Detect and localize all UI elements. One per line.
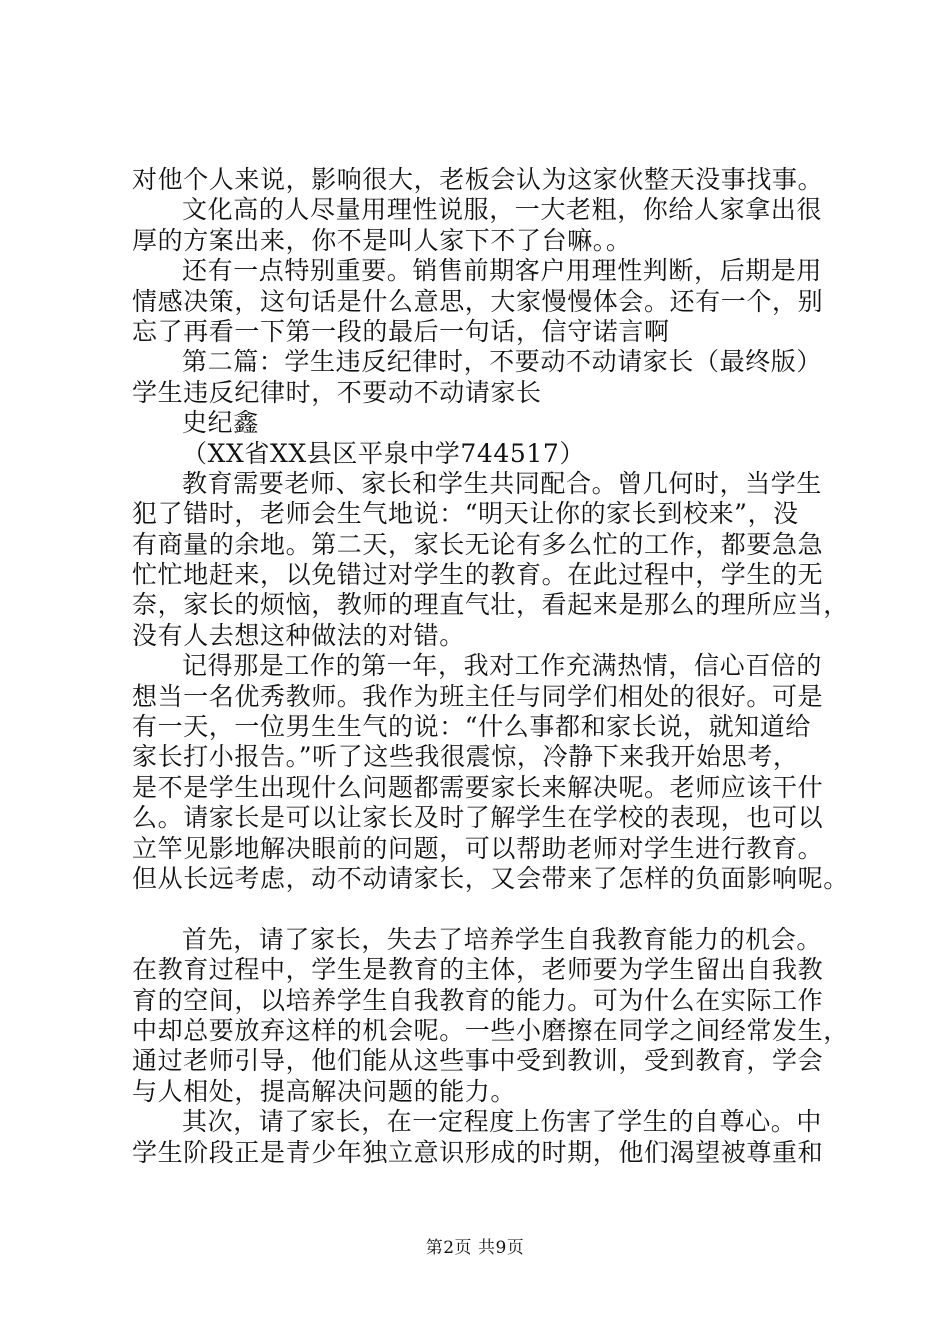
paragraph: [132, 651, 849, 894]
text-line: 育的空间，以培养学生自我教育的能力。可为什么在实际工作: [132, 985, 824, 1015]
paragraph: [132, 439, 832, 469]
text-line: 是不是学生出现什么问题都需要家长来解决呢。老师应该干什: [132, 772, 824, 802]
text-line: 学生阶段正是青少年独立意识形成的时期，他们渴望被尊重和: [132, 1137, 824, 1167]
text-line: 想当一名优秀教师。我作为班主任与同学们相处的很好。可是: [132, 681, 824, 711]
paragraph-gap: [132, 894, 832, 924]
text-line: 还有一点特别重要。销售前期客户用理性判断，后期是用: [182, 256, 823, 286]
text-line: 没有人去想这种做法的对错。: [132, 620, 465, 650]
text-line: 首先，请了家长，失去了培养学生自我教育能力的机会。: [182, 924, 823, 954]
text-line: 对他个人来说，影响很大，老板会认为这家伙整天没事找事。: [132, 165, 824, 194]
text-line: 与人相处，提高解决问题的能力。: [132, 1076, 517, 1106]
paragraph: [132, 1107, 832, 1168]
text-line: 么。请家长是可以让家长及时了解学生在学校的表现，也可以: [132, 803, 824, 833]
text-line: 有一天，一位男生生气的说：“什么事都和家长说，就知道给: [132, 712, 811, 742]
text-line: 史纪鑫: [182, 408, 259, 438]
text-line: 忙忙地赶来，以免错过对学生的教育。在此过程中，学生的无: [132, 560, 824, 590]
text-line: （XX省XX县区平泉中学744517）: [182, 438, 586, 468]
page-footer: [0, 1237, 950, 1259]
text-line: 有商量的余地。第二天，家长无论有多么忙的工作，都要急急: [132, 529, 824, 559]
text-line: 通过老师引导，他们能从这些事中受到教训，受到教育，学会: [132, 1046, 824, 1076]
text-line: 在教育过程中，学生是教育的主体，老师要为学生留出自我教: [132, 955, 824, 985]
page-number-label: 第2页 共9页: [425, 1238, 525, 1258]
text-line: 第二篇：学生违反纪律时，不要动不动请家长（最终版）: [182, 347, 823, 377]
paragraph: [132, 195, 832, 256]
text-line: 情感决策，这句话是什么意思，大家慢慢体会。还有一个，别: [132, 286, 824, 316]
paragraph: [132, 256, 832, 347]
text-line: 中却总要放弃这样的机会呢。一些小磨擦在同学之间经常发生，: [132, 1015, 849, 1045]
paragraph: [132, 165, 832, 195]
document-body: [132, 165, 849, 1168]
text-line: 立竿见影地解决眼前的问题，可以帮助老师对学生进行教育。: [132, 833, 824, 863]
text-line: 文化高的人尽量用理性说服，一大老粗，你给人家拿出很: [182, 195, 823, 225]
text-line: 记得那是工作的第一年，我对工作充满热情，信心百倍的: [182, 651, 823, 681]
paragraph: [132, 468, 849, 651]
paragraph: [132, 924, 849, 1107]
paragraph: [132, 347, 832, 408]
text-line: 犯了错时，老师会生气地说：“明天让你的家长到校来”，没: [132, 499, 799, 529]
text-line: 厚的方案出来，你不是叫人家下不了台嘛。。: [132, 225, 632, 255]
text-line: 教育需要老师、家长和学生共同配合。曾几何时，当学生: [182, 468, 823, 498]
text-line: 忘了再看一下第一段的最后一句话，信守诺言啊: [132, 316, 670, 346]
text-line: 奈，家长的烦恼，教师的理直气壮，看起来是那么的理所应当，: [132, 590, 849, 620]
text-line: 其次，请了家长，在一定程度上伤害了学生的自尊心。中: [182, 1107, 823, 1137]
text-line: 学生违反纪律时，不要动不动请家长: [132, 377, 542, 407]
text-line: 家长打小报告。”听了这些我很震惊，冷静下来我开始思考，: [132, 742, 799, 772]
text-line: 但从长远考虑，动不动请家长，又会带来了怎样的负面影响呢。: [132, 863, 849, 893]
paragraph: [132, 408, 832, 438]
